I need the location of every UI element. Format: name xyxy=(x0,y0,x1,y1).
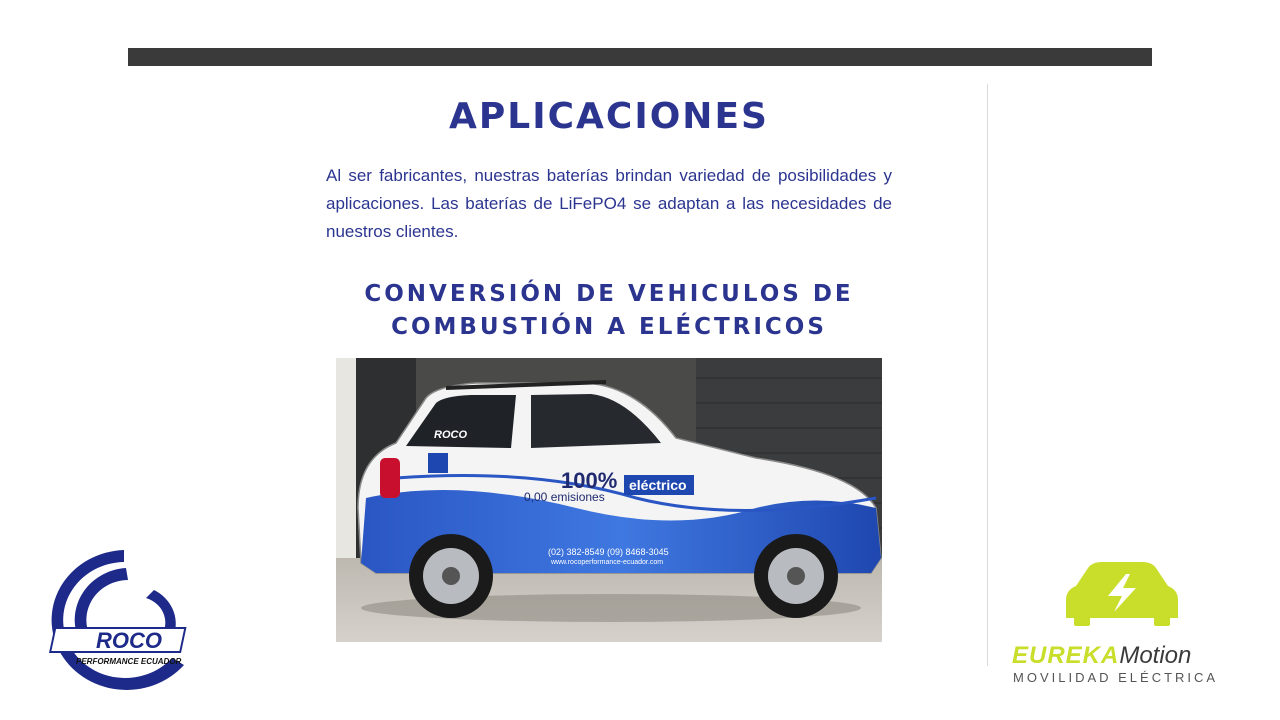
electric-car-photo xyxy=(336,358,882,642)
decal-phones-text: (02) 382-8549 (09) 8468-3045 xyxy=(548,547,669,557)
roco-logo-name: ROCO xyxy=(96,628,162,653)
subtitle-line-1: CONVERSIÓN DE VEHICULOS DE xyxy=(364,281,854,307)
decal-web-text: www.rocoperformance-ecuador.com xyxy=(551,559,664,566)
subtitle-line-2: COMBUSTIÓN A ELÉCTRICOS xyxy=(391,314,827,340)
car-logo-text: ROCO xyxy=(434,429,467,441)
vertical-divider xyxy=(987,84,988,666)
roco-logo-tagline: PERFORMANCE ECUADOR xyxy=(76,657,182,666)
slide-body-text: Al ser fabricantes, nuestras baterías brindan variedad de posibilidades y aplicaciones. Las baterías de LiFePO4 se adaptan a las necesidades de nuestros clientes. xyxy=(326,166,892,241)
decal-electrico-text: eléctrico xyxy=(629,477,687,493)
top-bar xyxy=(128,48,1152,66)
decal-emisiones-text: 0,00 emisiones xyxy=(524,490,605,504)
slide-title: APLICACIONES xyxy=(449,96,769,137)
eureka-tagline: MOVILIDAD ELÉCTRICA xyxy=(1013,670,1219,685)
slide-subtitle xyxy=(326,278,892,344)
eureka-brand2-text: Motion xyxy=(1119,642,1192,669)
eureka-brand-text: EUREKA xyxy=(1012,642,1120,669)
decal-100-text: 100% xyxy=(561,468,618,493)
eureka-wordmark xyxy=(1012,642,1191,670)
roco-logo xyxy=(34,540,214,690)
